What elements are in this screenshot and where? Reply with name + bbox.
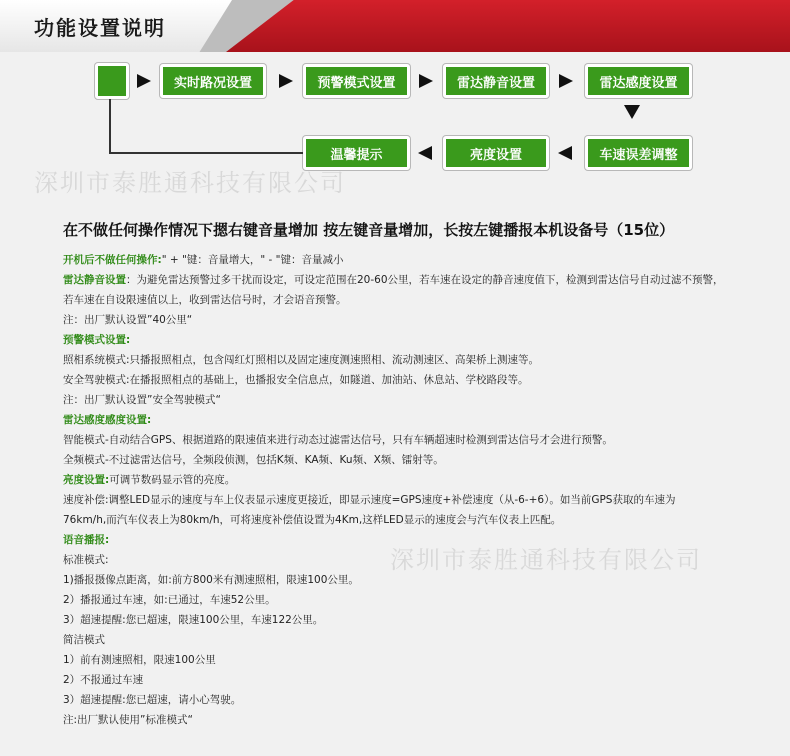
arrow-right-icon [419,74,433,88]
voice-simple-mode: 简洁模式 [63,634,105,646]
flow-mute-box: 雷达静音设置 [443,64,549,98]
warning-heading: 预警模式设置: [63,334,131,346]
watermark-bottom: 深圳市泰胜通科技有限公司 [390,546,702,574]
speed-compensation: 速度补偿:调整LED显示的速度与车上仪表显示速度更接近，即显示速度=GPS速度+补偿速度（从-6-+6）。如当前GPS获取的车速为 [63,494,676,506]
voice-standard-1: 1)播报摄像点距离，如:前方800米有测速照相，限速100公里。 [63,574,359,586]
voice-simple-2: 2）不报通过车速 [63,674,144,686]
flow-warning-box: 预警模式设置 [303,64,410,98]
voice-standard-2: 2）播报通过车速，如:已通过，车速52公里。 [63,594,276,606]
voice-simple-1: 1）前有测速照相，限速100公里 [63,654,216,666]
speed-compensation-cont: 76km/h,而汽车仪表上为80km/h，可将速度补偿值设置为4Km,这样LED显示的速度会与汽车仪表上匹配。 [63,514,562,526]
voice-simple-3: 3）超速提醒:您已超速，请小心驾驶。 [63,694,242,706]
page-title: 功能设置说明 [34,16,166,40]
voice-heading: 语音播报: [63,534,110,546]
flow-return-line-v [109,99,111,154]
sensitivity-smart-mode: 智能模式-自动结合GPS、根据道路的限速值来进行动态过滤雷达信号，只有车辆超速时检测到雷达信号才会进行预警。 [63,434,613,446]
voice-note: 注:出厂默认使用”标准模式“ [63,714,193,726]
flow-sensitivity-box: 雷达感度设置 [585,64,692,98]
arrow-down-icon [624,105,640,119]
mute-note: 注：出厂默认设置”40公里“ [63,314,193,326]
flow-realtime-box: 实时路况设置 [160,64,266,98]
flow-return-line-h [110,152,303,154]
voice-standard-mode: 标准模式: [63,554,109,566]
warning-photo-mode: 照相系统模式:只播报照相点，包含闯红灯照相以及固定速度测速照相、流动测速区、高架桥上测速等。 [63,354,540,366]
watermark-top: 深圳市泰胜通科技有限公司 [34,169,346,197]
boot-line: 开机后不做任何操作:" + "键：音量增大，" - "键：音量减小 [63,254,344,266]
instruction-headline: 在不做任何操作情况下摁右键音量增加 按左键音量增加，长按左键播报本机设备号（15位） [63,221,675,239]
flow-tips-box: 温馨提示 [303,136,410,170]
mute-line: 雷达静音设置：为避免雷达预警过多干扰而设定，可设定范围在20-60公里，若车速在设定的静音速度值下，检测到雷达信号自动过滤不预警， [63,274,724,286]
flow-speed-error-box: 车速误差调整 [585,136,692,170]
header-red-band [226,0,790,52]
warning-safe-mode: 安全驾驶模式:在播报照相点的基础上，也播报安全信息点，如隧道、加油站、休息站、学校路段等。 [63,374,529,386]
arrow-right-icon [137,74,151,88]
flow-start-box [95,63,129,99]
arrow-left-icon [418,146,432,160]
arrow-right-icon [559,74,573,88]
settings-description [63,250,783,730]
arrow-left-icon [558,146,572,160]
flow-brightness-box: 亮度设置 [443,136,549,170]
arrow-right-icon [279,74,293,88]
sensitivity-full-mode: 全频模式-不过滤雷达信号，全频段侦测，包括K频、KA频、Ku频、X频、镭射等。 [63,454,444,466]
warning-note: 注：出厂默认设置”安全驾驶模式“ [63,394,221,406]
brightness-line: 亮度设置:可调节数码显示管的亮度。 [63,474,236,486]
sensitivity-heading: 雷达感度感度设置: [63,414,152,426]
voice-standard-3: 3）超速提醒:您已超速，限速100公里，车速122公里。 [63,614,324,626]
mute-line-cont: 若车速在自设限速值以上，收到雷达信号时，才会语音预警。 [63,294,347,306]
